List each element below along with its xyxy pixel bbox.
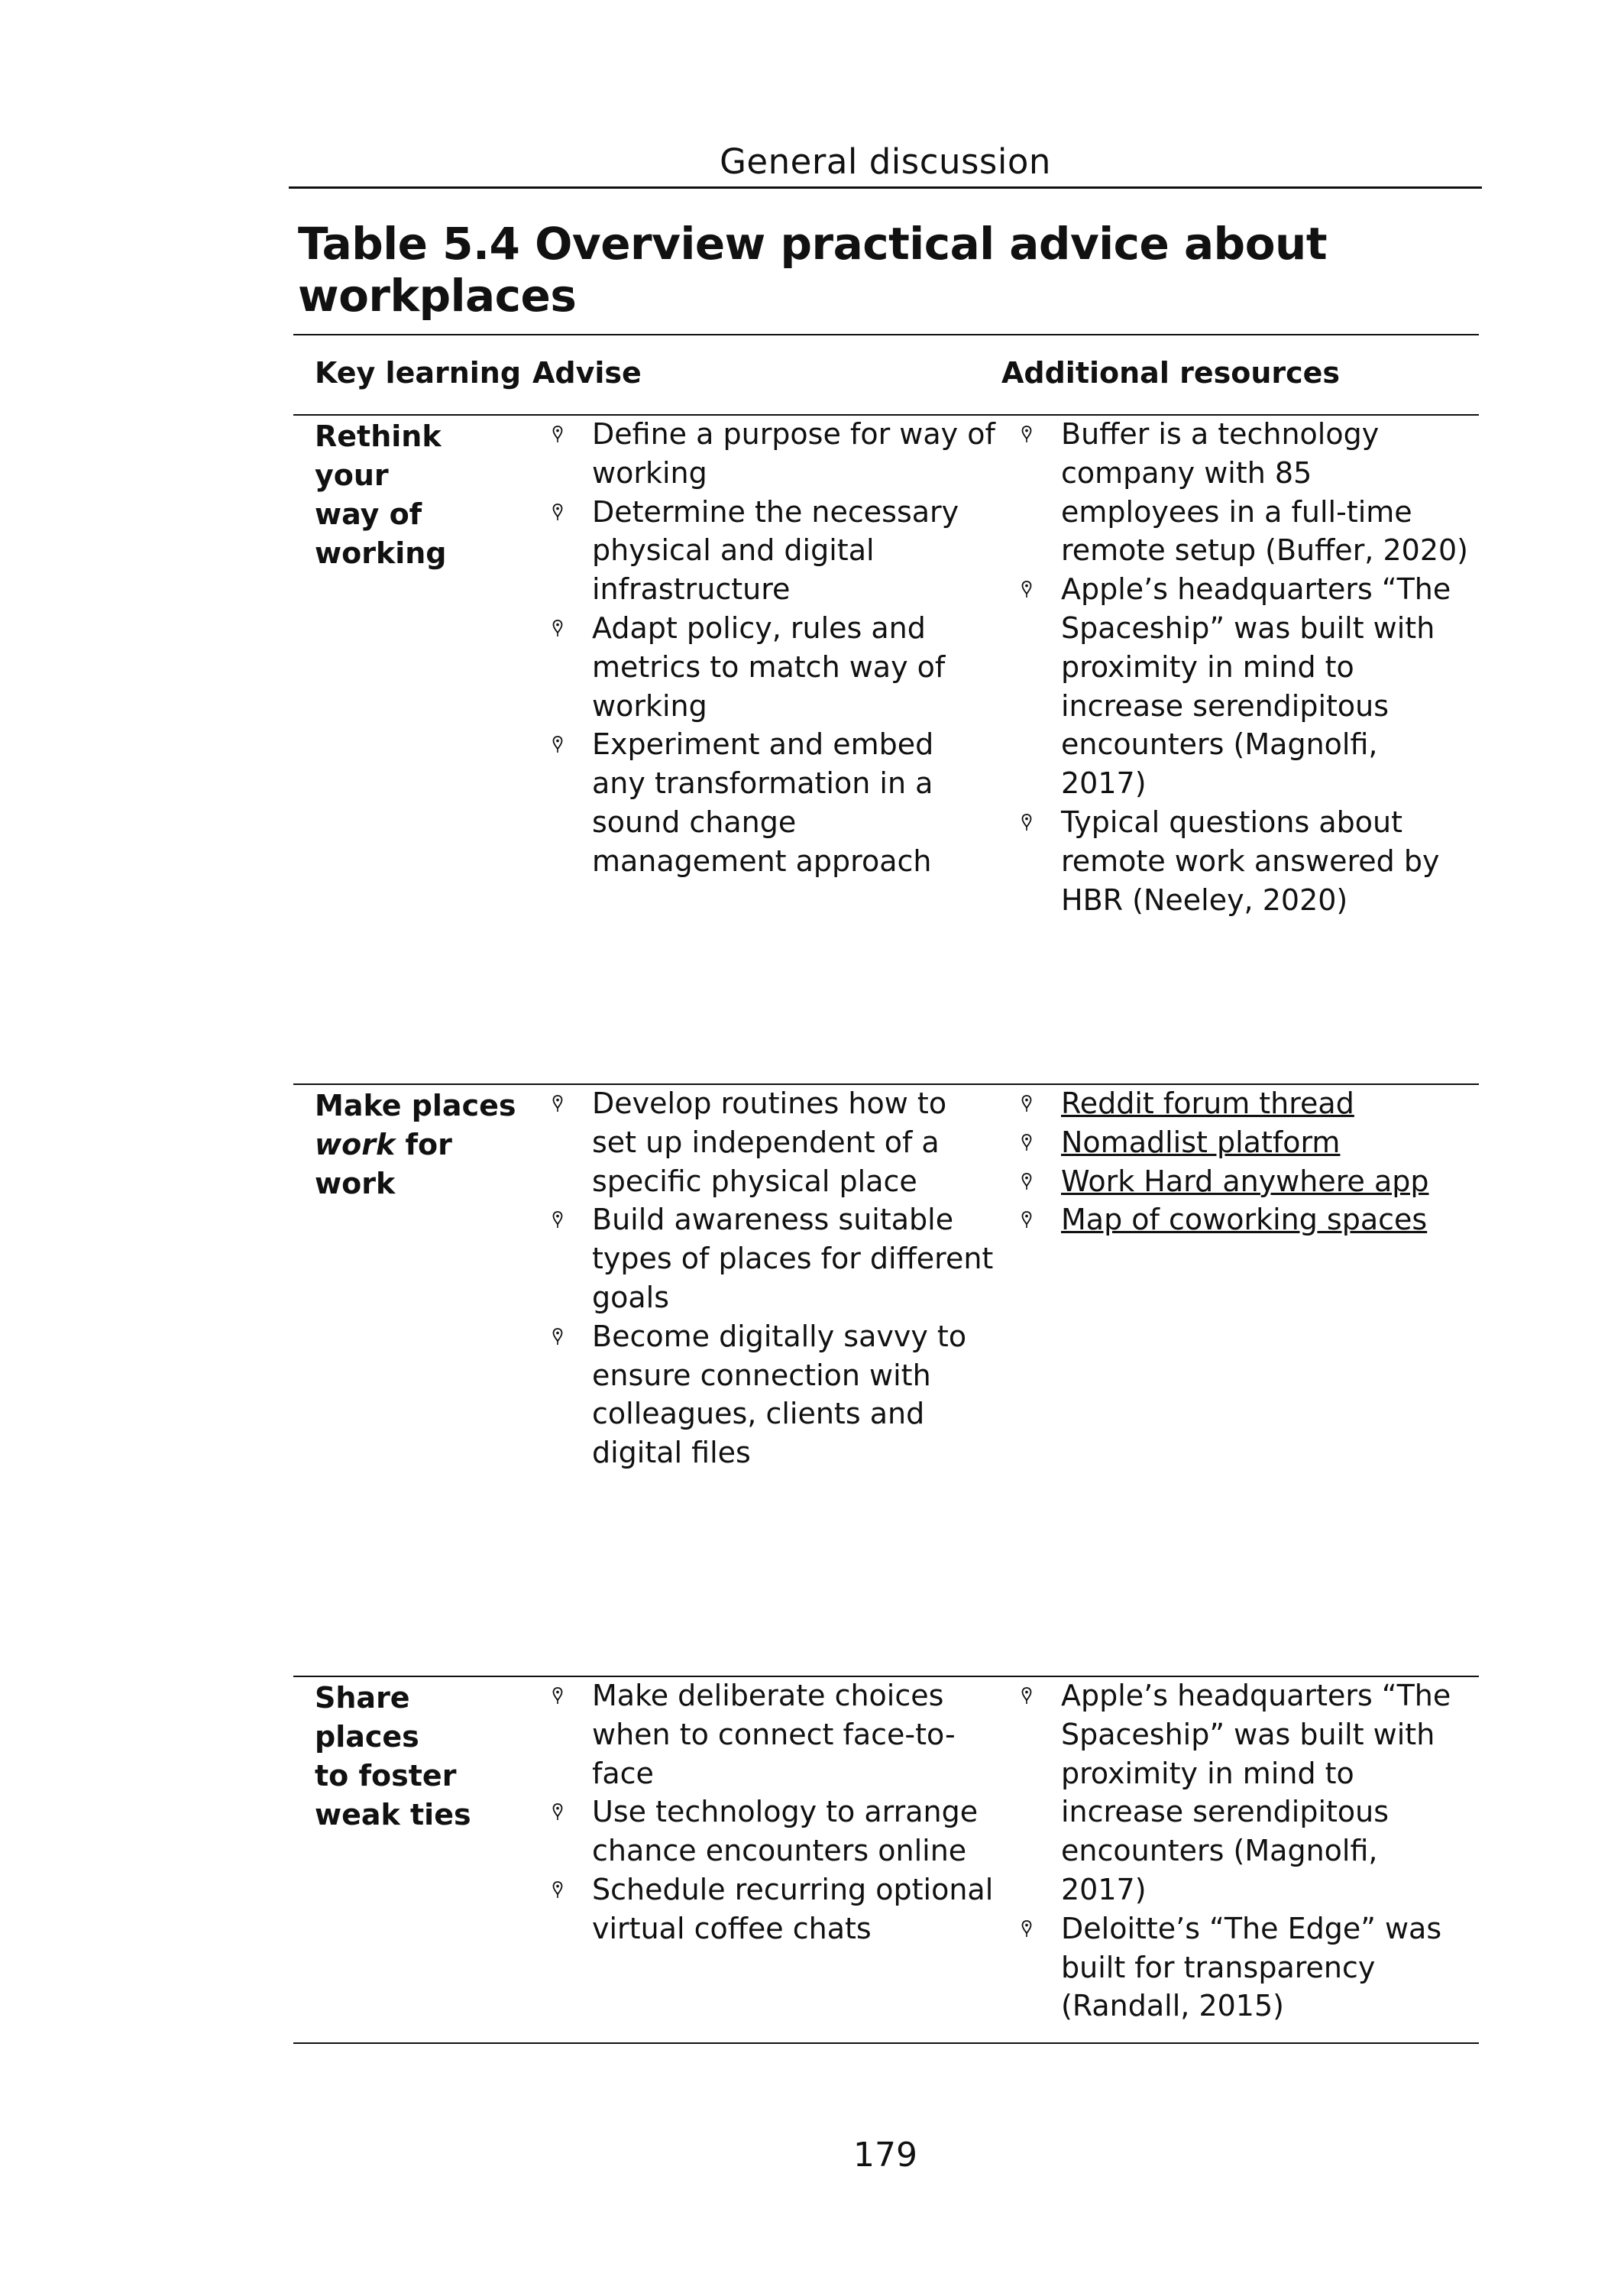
emphasis-work: work [315, 1128, 396, 1161]
column-header-resources: Additional resources [1001, 356, 1341, 390]
row-1-resources-list [1021, 415, 1470, 919]
list-item: Apple’s headquarters “The Spaceship” was built with proximity in mind to increase serendipitous encounters (Magnolfi, 2017) [1021, 570, 1470, 803]
table-title: Table 5.4 Overview practical advice about workplaces [298, 218, 1328, 322]
table-top-rule [293, 334, 1479, 335]
map-pin-icon [552, 1328, 563, 1346]
map-pin-icon [552, 1881, 563, 1899]
map-pin-icon [552, 426, 563, 444]
map-pin-icon [1021, 814, 1032, 832]
column-header-key-learning: Key learning [315, 356, 522, 390]
row-2-key-learning: Make places work for work [315, 1089, 516, 1200]
list-item: Buffer is a technology company with 85 employees in a full-time remote setup (Buffer, 2020) [1021, 415, 1470, 570]
coworking-map-link[interactable]: Map of coworking spaces [1061, 1203, 1428, 1237]
running-header: General discussion [720, 141, 1051, 182]
row-3-resources-list [1021, 1676, 1470, 2026]
column-header-advise: Advise [532, 356, 642, 390]
map-pin-icon [1021, 581, 1032, 599]
list-item: Build awareness suitable types of places for different goals [552, 1200, 995, 1317]
nomadlist-link[interactable]: Nomadlist platform [1061, 1125, 1341, 1159]
table-bottom-rule [293, 2042, 1479, 2044]
list-item [1021, 1084, 1470, 1123]
header-rule [289, 186, 1482, 189]
map-pin-icon [552, 1095, 563, 1113]
list-item [1021, 1162, 1470, 1201]
map-pin-icon [1021, 1920, 1032, 1938]
list-item: Deloitte’s “The Edge” was built for transparency (Randall, 2015) [1021, 1909, 1470, 2026]
map-pin-icon [1021, 1687, 1032, 1705]
map-pin-icon [552, 620, 563, 638]
list-item [1021, 1200, 1470, 1239]
map-pin-icon [1021, 1095, 1032, 1113]
map-pin-icon [552, 736, 563, 754]
map-pin-icon [1021, 1173, 1032, 1191]
list-item: Typical questions about remote work answered by HBR (Neeley, 2020) [1021, 803, 1470, 919]
list-item: Experiment and embed any transformation in a sound change management approach [552, 725, 995, 880]
map-pin-icon [1021, 426, 1032, 444]
row-2-resources-list [1021, 1084, 1470, 1239]
map-pin-icon [552, 1803, 563, 1822]
list-item: Adapt policy, rules and metrics to match way of working [552, 609, 995, 725]
row-1-advise-list [552, 415, 995, 881]
list-item [1021, 1123, 1470, 1162]
list-item: Develop routines how to set up independent of a specific physical place [552, 1084, 995, 1200]
list-item: Determine the necessary physical and digital infrastructure [552, 493, 995, 609]
list-item: Make deliberate choices when to connect face-to-face [552, 1676, 995, 1793]
row-3-advise-list [552, 1676, 995, 1948]
list-item: Become digitally savvy to ensure connection with colleagues, clients and digital files [552, 1317, 995, 1472]
map-pin-icon [552, 1687, 563, 1705]
row-1-key-learning: Rethink your way of working [315, 419, 447, 570]
map-pin-icon [552, 1211, 563, 1229]
map-pin-icon [1021, 1134, 1032, 1152]
list-item: Schedule recurring optional virtual coffee chats [552, 1870, 995, 1948]
list-item: Apple’s headquarters “The Spaceship” was built with proximity in mind to increase serendipitous encounters (Magnolfi, 2017) [1021, 1676, 1470, 1909]
page-number: 179 [853, 2136, 917, 2175]
row-2-advise-list [552, 1084, 995, 1472]
map-pin-icon [552, 504, 563, 522]
list-item: Use technology to arrange chance encounters online [552, 1793, 995, 1870]
reddit-forum-link[interactable]: Reddit forum thread [1061, 1087, 1354, 1120]
row-3-key-learning: Share places to foster weak ties [315, 1681, 471, 1831]
work-hard-anywhere-link[interactable]: Work Hard anywhere app [1061, 1164, 1429, 1198]
map-pin-icon [1021, 1211, 1032, 1229]
list-item: Define a purpose for way of working [552, 415, 995, 493]
